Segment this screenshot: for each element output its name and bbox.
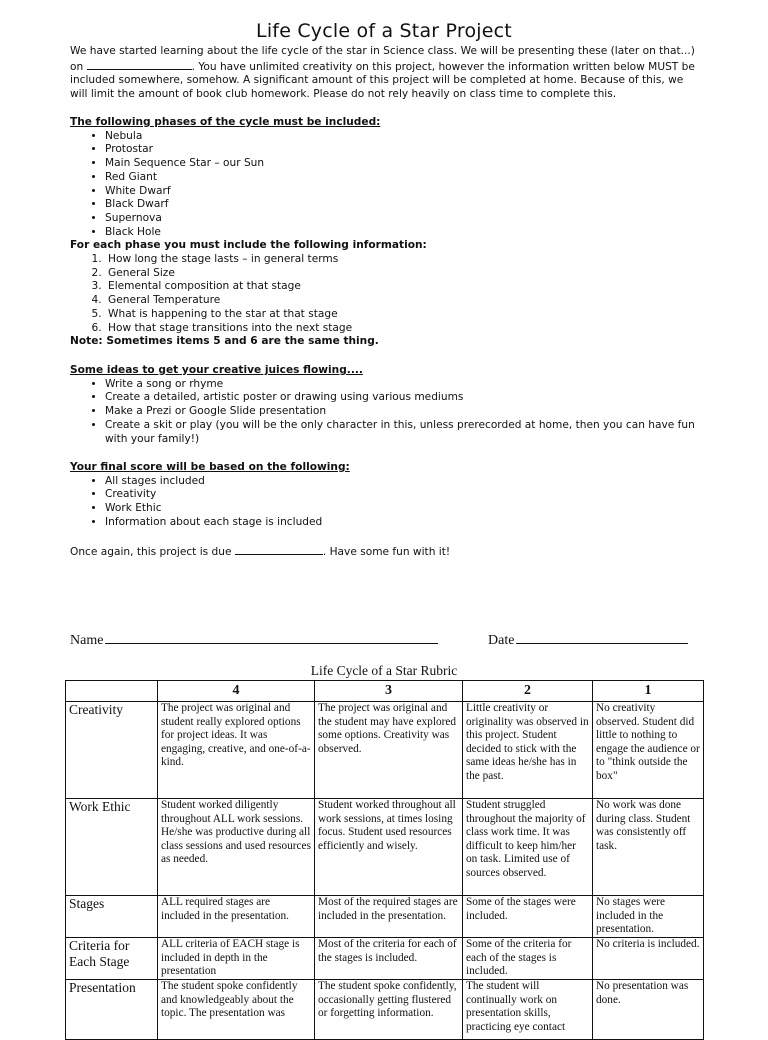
due-line xyxy=(70,544,710,560)
rubric-header-2: 2 xyxy=(463,681,593,702)
info-heading: For each phase you must include the following information: xyxy=(70,239,427,252)
rubric-header-blank xyxy=(66,681,158,702)
score-list xyxy=(70,475,710,530)
table-cell: Most of the criteria for each of the stages is included. xyxy=(315,938,463,980)
list-item: • Main Sequence Star – our Sun xyxy=(105,157,710,171)
score-section xyxy=(70,461,710,530)
table-cell: ALL required stages are included in the presentation. xyxy=(158,896,315,938)
list-item: • Work Ethic xyxy=(105,502,710,516)
criterion-work-ethic: Work Ethic xyxy=(66,799,158,896)
table-cell: No presentation was done. xyxy=(593,980,704,1040)
score-heading: Your final score will be based on the following: xyxy=(70,461,350,473)
list-item: • Creativity xyxy=(105,488,710,502)
table-row xyxy=(66,896,704,938)
list-item: 3. Elemental composition at that stage xyxy=(105,280,710,294)
ideas-section xyxy=(70,364,710,446)
phases-heading: The following phases of the cycle must be included: xyxy=(70,116,381,128)
phases-list xyxy=(70,130,710,240)
table-row xyxy=(66,980,704,1040)
table-cell: No creativity observed. Student did little to nothing to engage the audience or to "think outside the box" xyxy=(593,702,704,799)
criterion-each-stage: Criteria for Each Stage xyxy=(66,938,158,980)
phases-section xyxy=(70,116,710,349)
table-cell: The student spoke confidently, occasionally getting flustered or forgetting information. xyxy=(315,980,463,1040)
rubric-title: Life Cycle of a Star Rubric xyxy=(310,663,458,678)
list-item: 4. General Temperature xyxy=(105,294,710,308)
list-item: 6. How that stage transitions into the next stage xyxy=(105,322,710,336)
due-text-end: . Have some fun with it! xyxy=(322,546,451,558)
list-item: • Protostar xyxy=(105,143,710,157)
table-cell: Some of the criteria for each of the stages is included. xyxy=(463,938,593,980)
info-list xyxy=(70,253,710,335)
intro-text-start: We have started learning about the life cycle of the star in Science class. We will be presenting these (later on that...) on xyxy=(70,45,695,73)
due-text-start: Once again, this project is due xyxy=(70,546,235,558)
table-cell: Most of the required stages are included in the presentation. xyxy=(315,896,463,938)
table-cell: The project was original and student really explored options for project ideas. It was engaging, creative, and one-of-a-kind. xyxy=(158,702,315,799)
table-row xyxy=(66,799,704,896)
table-cell: Little creativity or originality was observed in this project. Student decided to stick with the same ideas he/she has in the past. xyxy=(463,702,593,799)
rubric-header-4: 4 xyxy=(158,681,315,702)
table-cell: The project was original and the student may have explored some options. Creativity was observed. xyxy=(315,702,463,799)
list-item: 1. How long the stage lasts – in general terms xyxy=(105,253,710,267)
table-cell: The student spoke confidently and knowledgeably about the topic. The presentation was xyxy=(158,980,315,1040)
list-item: • Nebula xyxy=(105,130,710,144)
list-item: • White Dwarf xyxy=(105,185,710,199)
ideas-heading: Some ideas to get your creative juices flowing.... xyxy=(70,364,363,376)
rubric-table xyxy=(65,680,704,1040)
list-item: • Information about each stage is included xyxy=(105,516,710,530)
date-field xyxy=(488,630,688,649)
list-item: • Write a song or rhyme xyxy=(105,378,695,392)
list-item: • Make a Prezi or Google Slide presentation xyxy=(105,405,695,419)
rubric-header-1: 1 xyxy=(593,681,704,702)
name-field xyxy=(70,630,438,649)
list-item: 2. General Size xyxy=(105,267,710,281)
table-cell: No stages were included in the presentation. xyxy=(593,896,704,938)
table-cell: Some of the stages were included. xyxy=(463,896,593,938)
criterion-presentation: Presentation xyxy=(66,980,158,1040)
list-item: • Create a skit or play (you will be the only character in this, unless prerecorded at home, then you can have fun with your family!) xyxy=(105,419,695,446)
table-row xyxy=(66,702,704,799)
list-item: • Supernova xyxy=(105,212,710,226)
intro-text-end: . You have unlimited creativity on this project, however the information written below MUST be included somewhere, somehow. A significant amount of this project will be completed at home. Because of this, we will limit the amount of book club homework. Please do not rely heavily on class time to complete this. xyxy=(70,60,695,101)
rubric-header-3: 3 xyxy=(315,681,463,702)
date-label: Date xyxy=(488,633,515,648)
date-line xyxy=(516,630,688,644)
list-item: • Black Dwarf xyxy=(105,198,710,212)
ideas-list xyxy=(70,378,695,447)
intro-paragraph xyxy=(70,45,700,102)
due-date-blank xyxy=(87,59,192,70)
list-item: • Black Hole xyxy=(105,226,710,240)
name-line xyxy=(105,630,438,644)
table-cell: The student will continually work on presentation skills, practicing eye contact xyxy=(463,980,593,1040)
name-label: Name xyxy=(70,633,104,648)
list-item: 5. What is happening to the star at that stage xyxy=(105,308,710,322)
table-cell: No criteria is included. xyxy=(593,938,704,980)
list-item: • Red Giant xyxy=(105,171,710,185)
rubric-header-row xyxy=(66,681,704,702)
table-cell: Student struggled throughout the majority of class work time. It was difficult to keep him/her on task. Limited use of sources observed. xyxy=(463,799,593,896)
list-item: • Create a detailed, artistic poster or drawing using various mediums xyxy=(105,391,695,405)
table-cell: Student worked diligently throughout ALL work sessions. He/she was productive during all class sessions and used resources as needed. xyxy=(158,799,315,896)
criterion-creativity: Creativity xyxy=(66,702,158,799)
table-cell: ALL criteria of EACH stage is included in depth in the presentation xyxy=(158,938,315,980)
document-title: Life Cycle of a Star Project xyxy=(256,20,512,42)
info-note: Note: Sometimes items 5 and 6 are the same thing. xyxy=(70,335,379,348)
table-cell: No work was done during class. Student was consistently off task. xyxy=(593,799,704,896)
criterion-stages: Stages xyxy=(66,896,158,938)
list-item: • All stages included xyxy=(105,475,710,489)
table-row xyxy=(66,938,704,980)
table-cell: Student worked throughout all work sessions, at times losing focus. Student used resources efficiently and wisely. xyxy=(315,799,463,896)
due-blank xyxy=(235,544,323,555)
